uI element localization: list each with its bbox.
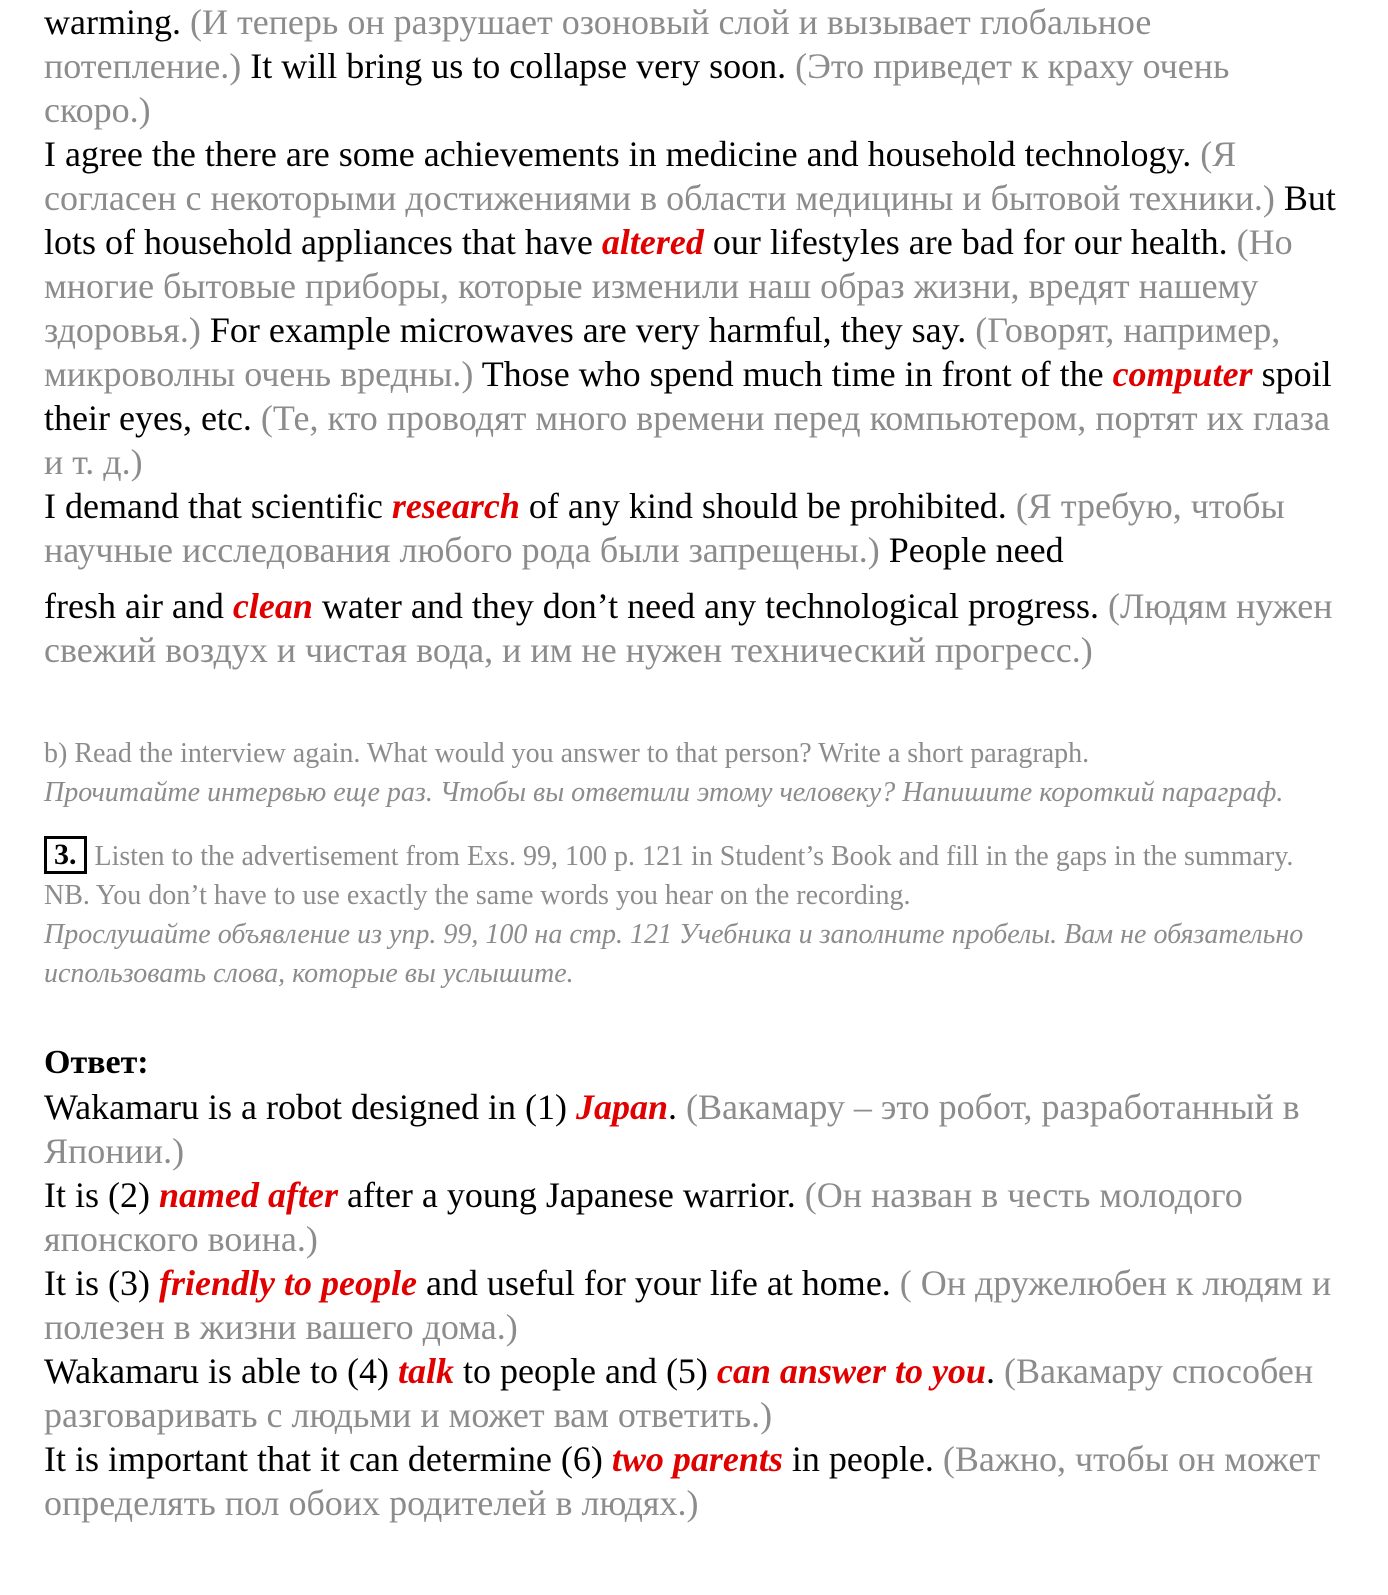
essay-paragraph-3 [44,484,1344,572]
sentence-en: I agree the there are some achievements in medicine and household technology. [44,134,1192,174]
sentence-ru: (И теперь он разрушает озоновый слой и вызывает глобальное потепление.) [44,2,1152,86]
sentence-en: to people and (5) [463,1351,708,1391]
sentence-en: fresh air and [44,586,224,626]
sentence-en: water and they don’t need any technological progress. [321,586,1099,626]
sentence-en: I demand that scientific [44,486,383,526]
task-3-en: Listen to the advertisement from Exs. 99, 100 p. 121 in Student’s Book and fill in the gaps in the summary. NB. You don’t have to use exactly the same words you hear on the recording. [44,841,1294,911]
sentence-en: It is (3) [44,1263,150,1303]
essay-paragraph-4 [44,584,1344,672]
task-3 [44,836,1344,993]
answer-label: Ответ: [44,1044,149,1081]
sentence-ru: (Но многие бытовые приборы, которые изменили наш образ жизни, вредят нашему здоровья.) [44,222,1293,350]
sentence-ru: (Я согласен с некоторыми достижениями в области медицины и бытовой техники.) [44,134,1275,218]
sentence-ru: (Он назван в честь молодого японского воина.) [44,1175,1243,1259]
sentence-en: Wakamaru is a robot designed in (1) [44,1087,567,1127]
sentence-ru: (Я требую, чтобы научные исследования любого рода были запрещены.) [44,486,1285,570]
sentence-ru: ( Он дружелюбен к людям и полезен в жизни вашего дома.) [44,1263,1332,1347]
sentence-en: It will bring us to collapse very soon. [250,46,787,86]
essay-paragraph-1 [44,0,1344,132]
task-b [44,734,1344,812]
sentence-en: after a young Japanese warrior. [346,1175,796,1215]
answer-fill: friendly to people [158,1263,417,1303]
highlighted-word: altered [601,222,704,262]
answer-fill: named after [158,1175,338,1215]
sentence-en: For example microwaves are very harmful, they say. [209,310,967,350]
document-page [44,0,1344,1525]
task-b-ru: Прочитайте интервью еще раз. Чтобы вы ответили этому человеку? Напишите короткий параграф. [44,777,1284,808]
answer-3 [44,1261,1344,1349]
sentence-en: our lifestyles are bad for our health. [712,222,1228,262]
sentence-ru: (Вакамару – это робот, разработанный в Японии.) [44,1087,1300,1171]
answer-1 [44,1085,1344,1173]
answer-fill: talk [397,1351,454,1391]
sentence-en: Those who spend much time in front of the [481,354,1104,394]
essay-paragraph-2 [44,132,1344,484]
sentence-en: and useful for your life at home. [425,1263,891,1303]
task-b-en: b) Read the interview again. What would you answer to that person? Write a short paragraph. [44,738,1090,769]
sentence-en: It is important that it can determine (6) [44,1439,603,1479]
answer-2 [44,1173,1344,1261]
sentence-ru: (Это приведет к краху очень скоро.) [44,46,1230,130]
sentence-en: of any kind should be prohibited. [528,486,1007,526]
answer-5 [44,1437,1344,1525]
sentence-en: But lots of household appliances that have [44,178,1336,262]
sentence-en: It is (2) [44,1175,150,1215]
sentence-en: . [985,1351,995,1391]
sentence-ru: (Важно, чтобы он может определять пол обоих родителей в людях.) [44,1439,1321,1523]
sentence-en: warming. [44,2,181,42]
highlighted-word: clean [232,586,313,626]
sentence-en: People need [888,530,1064,570]
task-number-box: 3. [44,836,87,874]
sentence-en: Wakamaru is able to (4) [44,1351,389,1391]
sentence-ru: (Людям нужен свежий воздух и чистая вода, и им не нужен технический прогресс.) [44,586,1333,670]
sentence-ru: (Вакамару способен разговаривать с людьми и может вам ответить.) [44,1351,1314,1435]
answer-4 [44,1349,1344,1437]
highlighted-word: research [391,486,520,526]
sentence-en: in people. [791,1439,934,1479]
highlighted-word: computer [1112,354,1253,394]
sentence-ru: (Те, кто проводят много времени перед компьютером, портят их глаза и т. д.) [44,398,1330,482]
sentence-en: spoil their eyes, etc. [44,354,1332,438]
sentence-ru: (Говорят, например, микроволны очень вредны.) [44,310,1281,394]
answer-fill: Japan [575,1087,668,1127]
answer-fill: two parents [611,1439,783,1479]
task-3-ru: Прослушайте объявление из упр. 99, 100 на стр. 121 Учебника и заполните пробелы. Вам не обязательно использовать слова, которые вы услышите. [44,919,1304,989]
sentence-en: . [667,1087,677,1127]
answer-fill: can answer to you [716,1351,986,1391]
